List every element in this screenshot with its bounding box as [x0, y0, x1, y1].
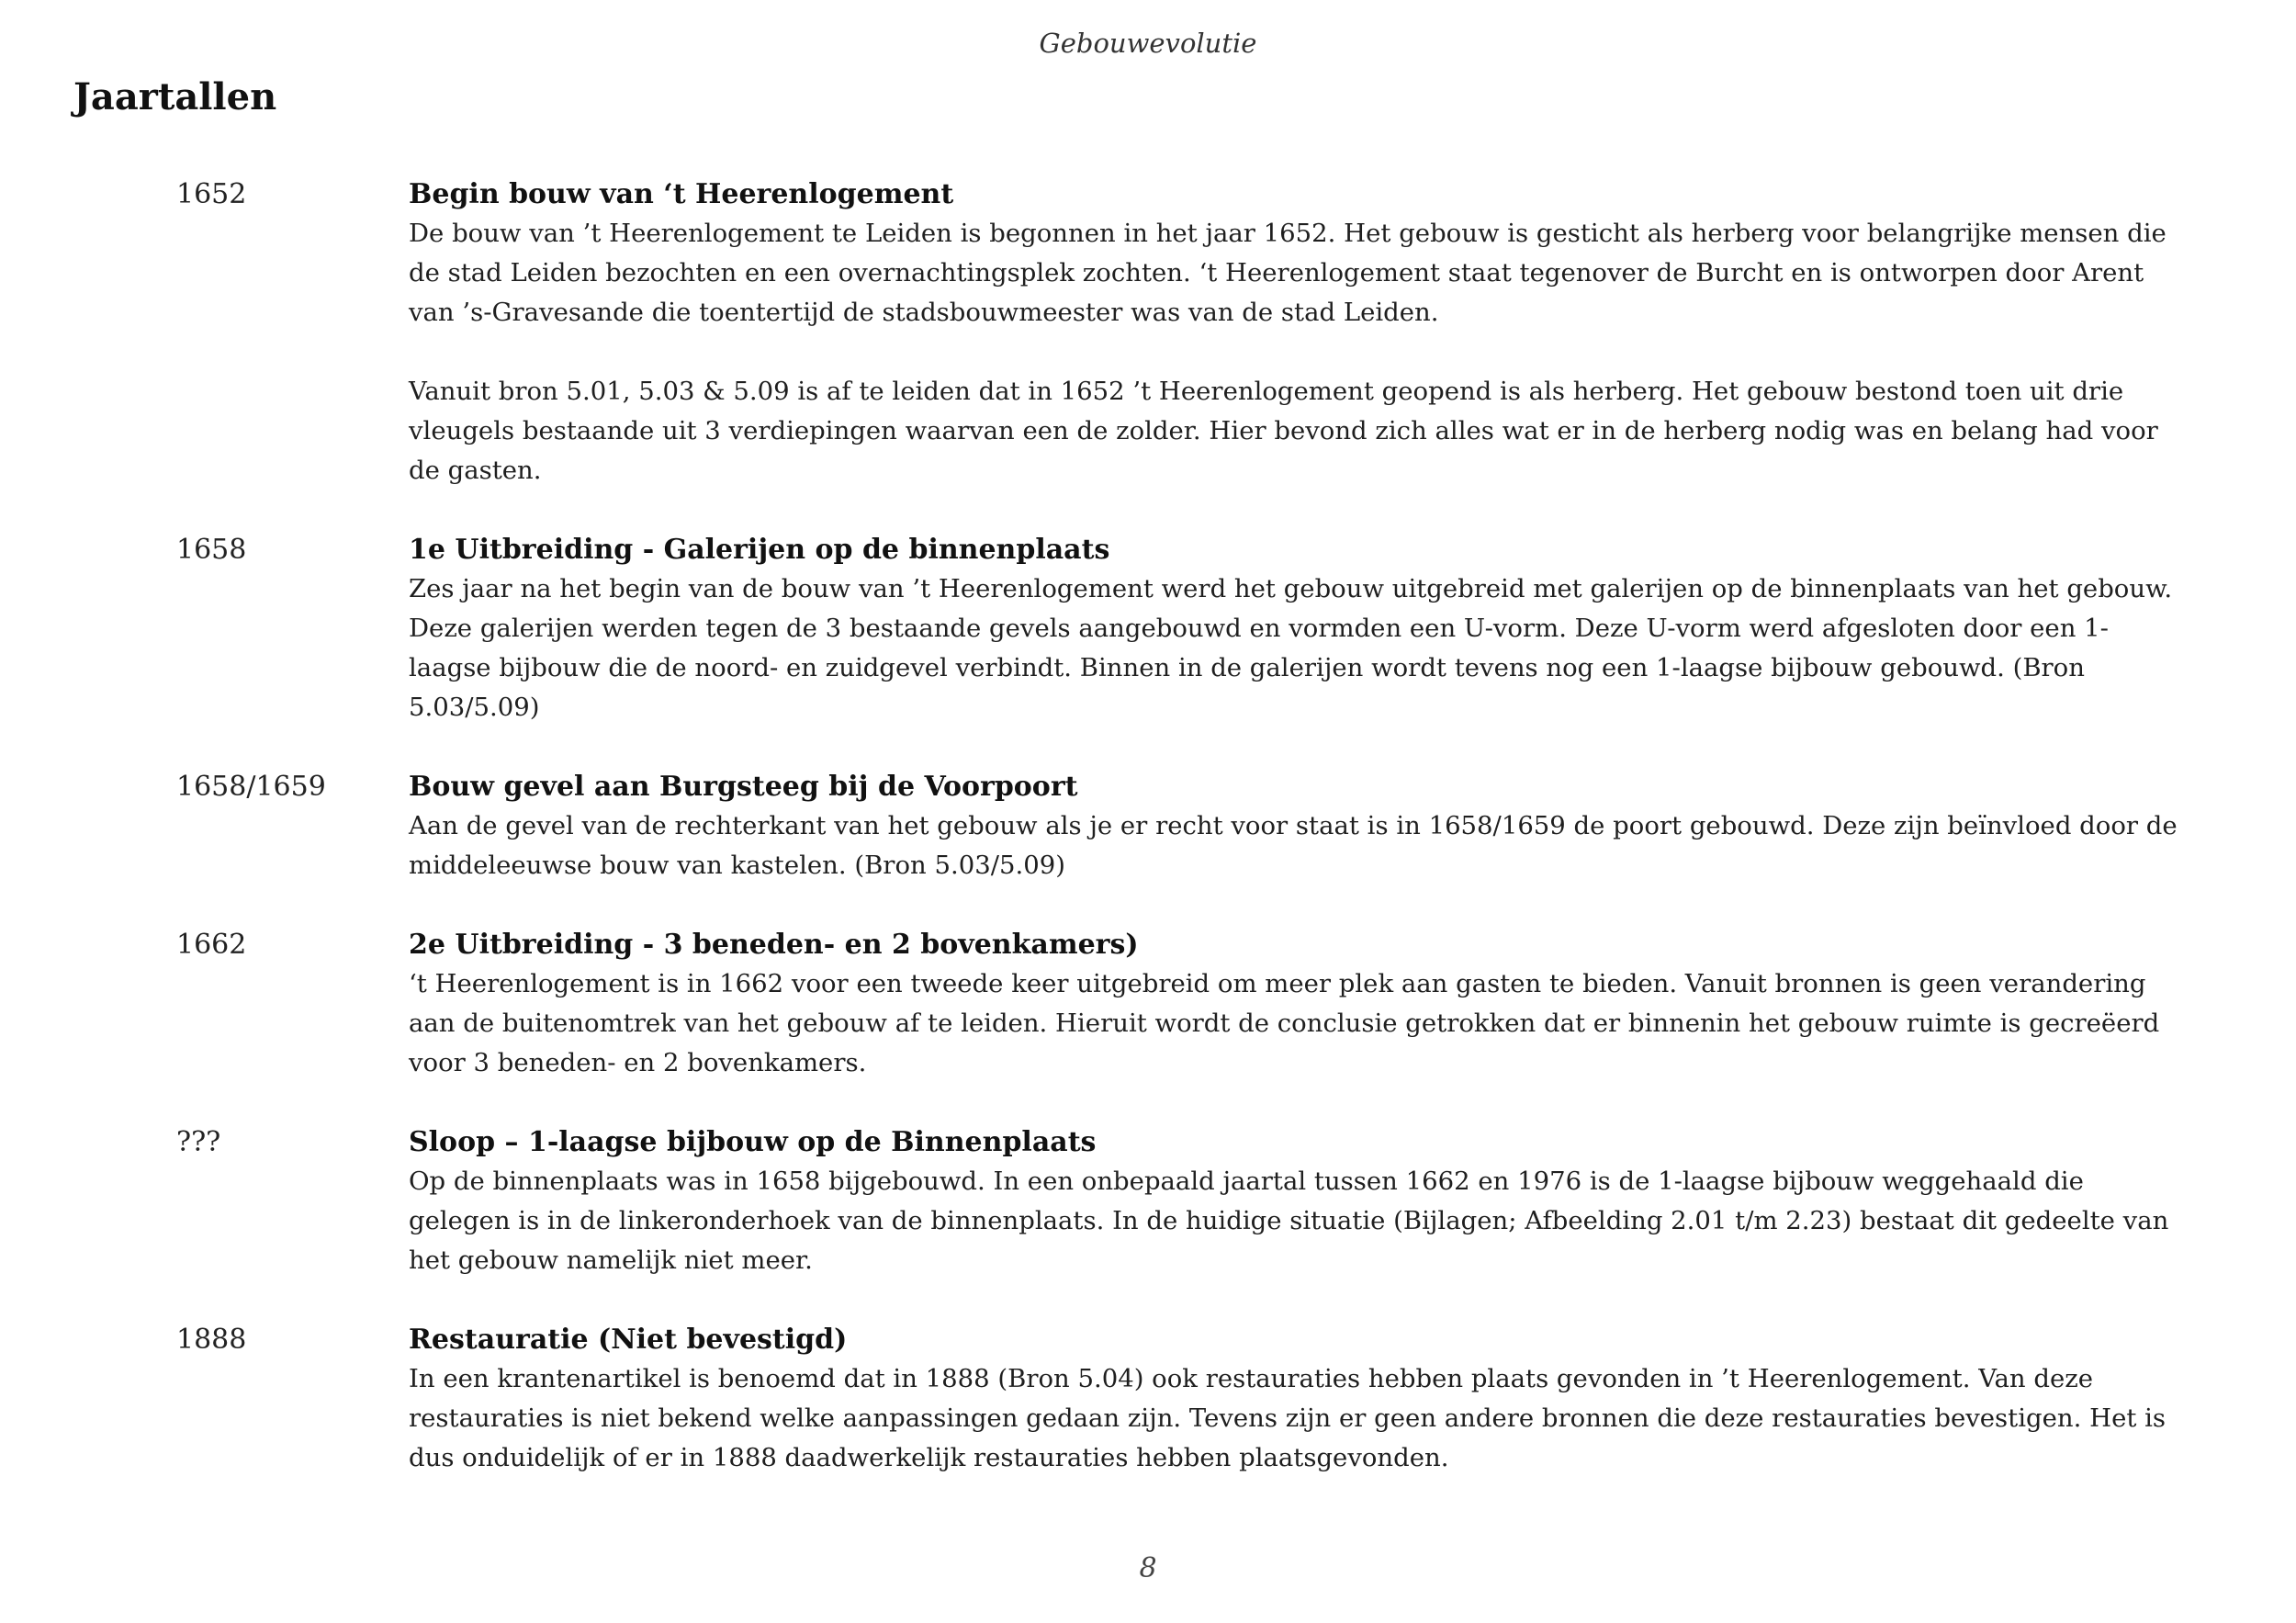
entry-year: 1888 — [176, 1324, 247, 1356]
section-title: Jaartallen — [73, 75, 277, 118]
running-header: Gebouwevolutie — [1039, 28, 1257, 59]
entry-body — [409, 530, 2181, 727]
entry-body — [409, 1122, 2181, 1280]
entry-paragraph: De bouw van ’t Heerenlogement te Leiden is begonnen in het jaar 1652. Het gebouw is gesticht als herberg voor belangrijke mensen die de stad Leiden bezochten en een overnachtingsplek zochten. ‘t Heerenlogement staat tegenover de Burcht en is ontworpen door Arent van ’s-Gravesande die toentertijd de stadsbouwmeester was van de stad Leiden. — [409, 219, 2167, 327]
entry-heading: Begin bouw van ‘t Heerenlogement — [409, 178, 954, 210]
timeline-entry-1658-1659 — [0, 767, 2296, 885]
entry-heading: Sloop – 1-laagse bijbouw op de Binnenplaats — [409, 1126, 1097, 1158]
entry-heading: Restauratie (Niet bevestigd) — [409, 1324, 848, 1356]
entry-heading: 1e Uitbreiding - Galerijen op de binnenplaats — [409, 534, 1110, 566]
timeline-entry-1888 — [0, 1320, 2296, 1478]
entry-heading: 2e Uitbreiding - 3 beneden- en 2 bovenkamers) — [409, 929, 1139, 961]
entry-year: 1658 — [176, 534, 247, 566]
entry-heading: Bouw gevel aan Burgsteeg bij de Voorpoort — [409, 771, 1078, 803]
timeline-entry-1652 — [0, 175, 2296, 490]
timeline-entry-unknown — [0, 1122, 2296, 1280]
entry-year: ??? — [176, 1126, 221, 1158]
entry-body — [409, 925, 2181, 1083]
entry-year: 1662 — [176, 929, 247, 961]
entry-paragraph: Zes jaar na het begin van de bouw van ’t Heerenlogement werd het gebouw uitgebreid met galerijen op de binnenplaats van het gebouw. Deze galerijen werden tegen de 3 bestaande gevels aangebouwd en vormden een U-vorm. Deze U-vorm werd afgesloten door een 1-laagse bijbouw die de noord- en zuidgevel verbindt. Binnen in de galerijen wordt tevens nog een 1-laagse bijbouw gebouwd. (Bron 5.03/5.09) — [409, 574, 2173, 722]
entry-paragraph: Vanuit bron 5.01, 5.03 & 5.09 is af te leiden dat in 1652 ’t Heerenlogement geopend is als herberg. Het gebouw bestond toen uit drie vleugels bestaande uit 3 verdiepingen waarvan een de zolder. Hier bevond zich alles wat er in de herberg nodig was en belang had voor de gasten. — [409, 377, 2158, 485]
entry-paragraph: ‘t Heerenlogement is in 1662 voor een tweede keer uitgebreid om meer plek aan gasten te bieden. Vanuit bronnen is geen verandering aan de buitenomtrek van het gebouw af te leiden. Hieruit wordt de conclusie getrokken dat er binnenin het gebouw ruimte is gecreëerd voor 3 beneden- en 2 bovenkamers. — [409, 969, 2160, 1077]
entry-body — [409, 1320, 2181, 1478]
entry-paragraph: In een krantenartikel is benoemd dat in 1888 (Bron 5.04) ook restauraties hebben plaats gevonden in ’t Heerenlogement. Van deze restauraties is niet bekend welke aanpassingen gedaan zijn. Tevens zijn er geen andere bronnen die deze restauraties bevestigen. Het is dus onduidelijk of er in 1888 daadwerkelijk restauraties hebben plaatsgevonden. — [409, 1364, 2167, 1472]
timeline — [0, 175, 2296, 1517]
entry-body — [409, 175, 2181, 490]
entry-year: 1652 — [176, 178, 247, 210]
entry-paragraph: Op de binnenplaats was in 1658 bijgebouwd. In een onbepaald jaartal tussen 1662 en 1976 is de 1-laagse bijbouw weggehaald die gelegen is in de linkeronderhoek van de binnenplaats. In de huidige situatie (Bijlagen; Afbeelding 2.01 t/m 2.23) bestaat dit gedeelte van het gebouw namelijk niet meer. — [409, 1167, 2169, 1275]
entry-year: 1658/1659 — [176, 771, 326, 803]
timeline-entry-1658 — [0, 530, 2296, 727]
timeline-entry-1662 — [0, 925, 2296, 1083]
entry-paragraph: Aan de gevel van de rechterkant van het gebouw als je er recht voor staat is in 1658/1659 de poort gebouwd. Deze zijn beïnvloed door de middeleeuwse bouw van kastelen. (Bron 5.03/5.09) — [409, 811, 2178, 880]
entry-body — [409, 767, 2181, 885]
page-number: 8 — [1139, 1552, 1157, 1584]
